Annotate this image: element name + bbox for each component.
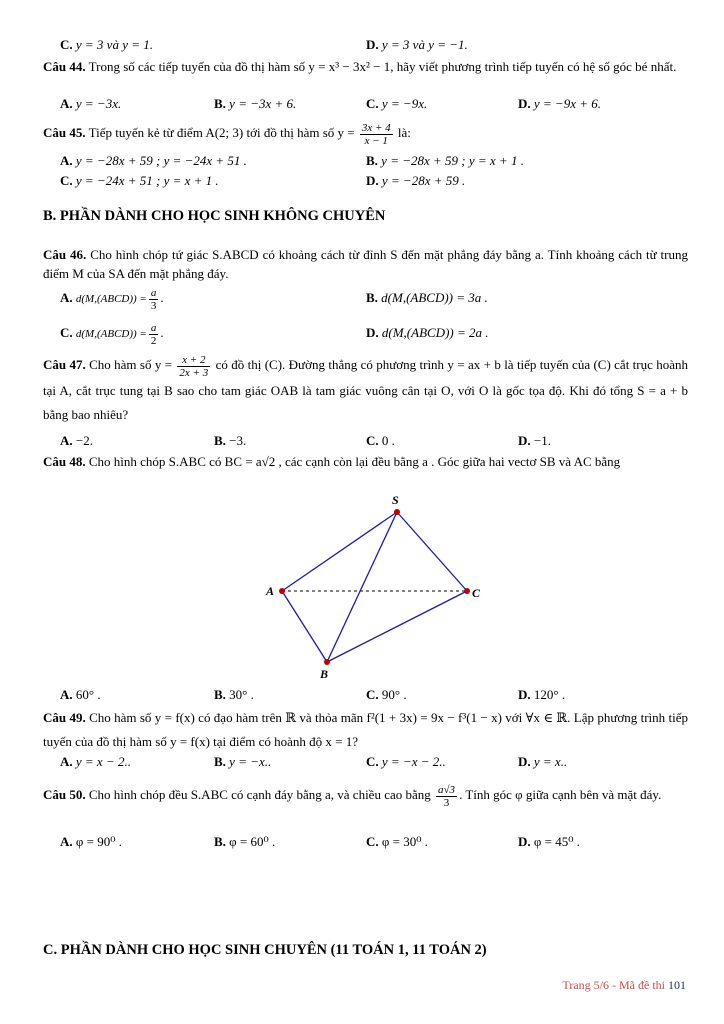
- q44-option-a[interactable]: A. y = −3x.: [60, 96, 122, 111]
- q48-option-b[interactable]: B. 30° .: [214, 687, 254, 702]
- edge-ab: [282, 591, 327, 662]
- q45-option-c[interactable]: C. y = −24x + 51 ; y = x + 1 .: [60, 173, 219, 188]
- edge-bc: [327, 591, 467, 662]
- question-48: Câu 48. Cho hình chóp S.ABC có BC = a√2 , các cạnh còn lại đều bằng a . Góc giữa hai vectơ SB và AC bằng: [43, 454, 621, 469]
- q44-options: [60, 95, 700, 113]
- q46-option-a[interactable]: A. d(M,(ABCD)) = $\frac{a}{3}$ .: [60, 286, 164, 312]
- edge-sc: [397, 512, 467, 591]
- question-46: Câu 46. Cho hình chóp tứ giác S.ABCD có khoảng cách từ đỉnh S đến mặt phẳng đáy bằng a. Tính khoảng cách từ trung điểm M của SA đến mặt phẳng đáy.: [43, 247, 688, 281]
- q47-option-c[interactable]: C. 0 .: [366, 433, 395, 448]
- question-50: Câu 50. Cho hình chóp đều S.ABC có cạnh đáy bằng a, và chiều cao bằng $\frac{a√3}{3}$ . Tính góc φ giữa cạnh bên và mặt đáy.: [43, 783, 662, 809]
- q47-option-a[interactable]: A. −2.: [60, 433, 93, 448]
- q48-option-c[interactable]: C. 90° .: [366, 687, 407, 702]
- label-b: B: [320, 667, 329, 681]
- q44-option-d[interactable]: D. y = −9x + 6.: [518, 96, 601, 111]
- q49-option-b[interactable]: B. y = −x..: [214, 754, 272, 769]
- q43-options: [60, 36, 700, 54]
- q50-options: [60, 833, 700, 851]
- q43-option-c[interactable]: C. y = 3 và y = 1.: [60, 37, 153, 52]
- q45-option-b[interactable]: B. y = −28x + 59 ; y = x + 1 .: [366, 153, 524, 168]
- q50-option-c[interactable]: C. φ = 30⁰ .: [366, 834, 428, 849]
- q49-option-a[interactable]: A. y = x − 2..: [60, 754, 131, 769]
- q50-option-a[interactable]: A. φ = 90⁰ .: [60, 834, 122, 849]
- q44-option-b[interactable]: B. y = −3x + 6.: [214, 96, 297, 111]
- q47-option-d[interactable]: D. −1.: [518, 433, 551, 448]
- question-44: Câu 44. Trong số các tiếp tuyến của đồ thị hàm số y = x³ − 3x² − 1, hãy viết phương trình tiếp tuyến có hệ số góc bé nhất.: [43, 59, 677, 74]
- question-45: Câu 45. Tiếp tuyến kẻ từ điểm A(2; 3) tới đồ thị hàm số y = $\frac{3x + 4}{x - 1}$ là:: [43, 121, 411, 147]
- vertex-c: [464, 588, 470, 594]
- q43-option-d[interactable]: D. y = 3 và y = −1.: [366, 37, 468, 52]
- vertex-a: [279, 588, 285, 594]
- q46-options-row1: [60, 285, 700, 311]
- section-c-heading: C. PHẦN DÀNH CHO HỌC SINH CHUYÊN (11 TOÁN 1, 11 TOÁN 2): [43, 942, 487, 958]
- label-c: C: [472, 586, 481, 600]
- q47-option-b[interactable]: B. −3.: [214, 433, 247, 448]
- q46-option-c[interactable]: C. d(M,(ABCD)) = $\frac{a}{2}$ .: [60, 321, 164, 347]
- edge-sa: [282, 512, 397, 591]
- q45-options-row1: [60, 152, 700, 170]
- question-49: Câu 49. Cho hàm số y = f(x) có đạo hàm trên ℝ và thỏa mãn f²(1 + 3x) = 9x − f³(1 − x) với ∀x ∈ ℝ. Lập phương trình tiếp tuyến của đồ thị hàm số y = f(x) tại điểm có hoành độ x = 1?: [43, 710, 688, 749]
- section-b-heading: B. PHẦN DÀNH CHO HỌC SINH KHÔNG CHUYÊN: [43, 208, 386, 224]
- q45-fraction: $\frac{3x + 4}{x - 1}$: [361, 121, 391, 147]
- q45-option-d[interactable]: D. y = −28x + 59 .: [366, 173, 466, 188]
- q48-option-a[interactable]: A. 60° .: [60, 687, 101, 702]
- q47-fraction: $\frac{x + 2}{2x + 3}$: [179, 353, 209, 379]
- q45-options-row2: [60, 172, 700, 190]
- vertex-s: [394, 509, 400, 515]
- q44-option-c[interactable]: C. y = −9x.: [366, 96, 428, 111]
- q49-option-c[interactable]: C. y = −x − 2..: [366, 754, 446, 769]
- q50-option-d[interactable]: D. φ = 45⁰ .: [518, 834, 580, 849]
- q46-option-b[interactable]: B. d(M,(ABCD)) = 3a .: [366, 290, 488, 305]
- q44-text: Trong số các tiếp tuyến của đồ thị hàm số y = x³ − 3x² − 1, hãy viết phương trình tiếp tuyến có hệ số góc bé nhất.: [88, 59, 677, 74]
- page-footer: Trang 5/6 - Mã đề thi 101: [562, 978, 686, 992]
- q45-option-a[interactable]: A. y = −28x + 59 ; y = −24x + 51 .: [60, 153, 247, 168]
- edge-sb: [327, 512, 397, 662]
- exam-code: 101: [668, 978, 686, 992]
- label-s: S: [392, 493, 399, 507]
- q50-fraction: $\frac{a√3}{3}$: [438, 783, 456, 809]
- q48-options: [60, 686, 700, 704]
- q50-option-b[interactable]: B. φ = 60⁰ .: [214, 834, 276, 849]
- q48-option-d[interactable]: D. 120° .: [518, 687, 566, 702]
- pyramid-figure: [262, 492, 482, 682]
- q49-options: [60, 753, 700, 771]
- question-47: Câu 47. Cho hàm số y = $\frac{x + 2}{2x + 3}$ có đồ thị (C). Đường thẳng có phương trình y = ax + b là tiếp tuyến của (C) cắt trục hoành tại A, cắt trục tung tại B sao cho tam giác OAB là tam giác vuông cân tại O, với O là gốc tọa độ. Khi đó tổng S = a + b bằng bao nhiêu?: [43, 353, 689, 422]
- q47-options: [60, 432, 700, 450]
- q49-option-d[interactable]: D. y = x..: [518, 754, 568, 769]
- q46-option-d[interactable]: D. d(M,(ABCD)) = 2a .: [366, 325, 489, 340]
- label-a: A: [266, 584, 275, 598]
- vertex-b: [324, 659, 330, 665]
- q46-options-row2: [60, 320, 700, 346]
- page-number: 5/6: [593, 978, 609, 992]
